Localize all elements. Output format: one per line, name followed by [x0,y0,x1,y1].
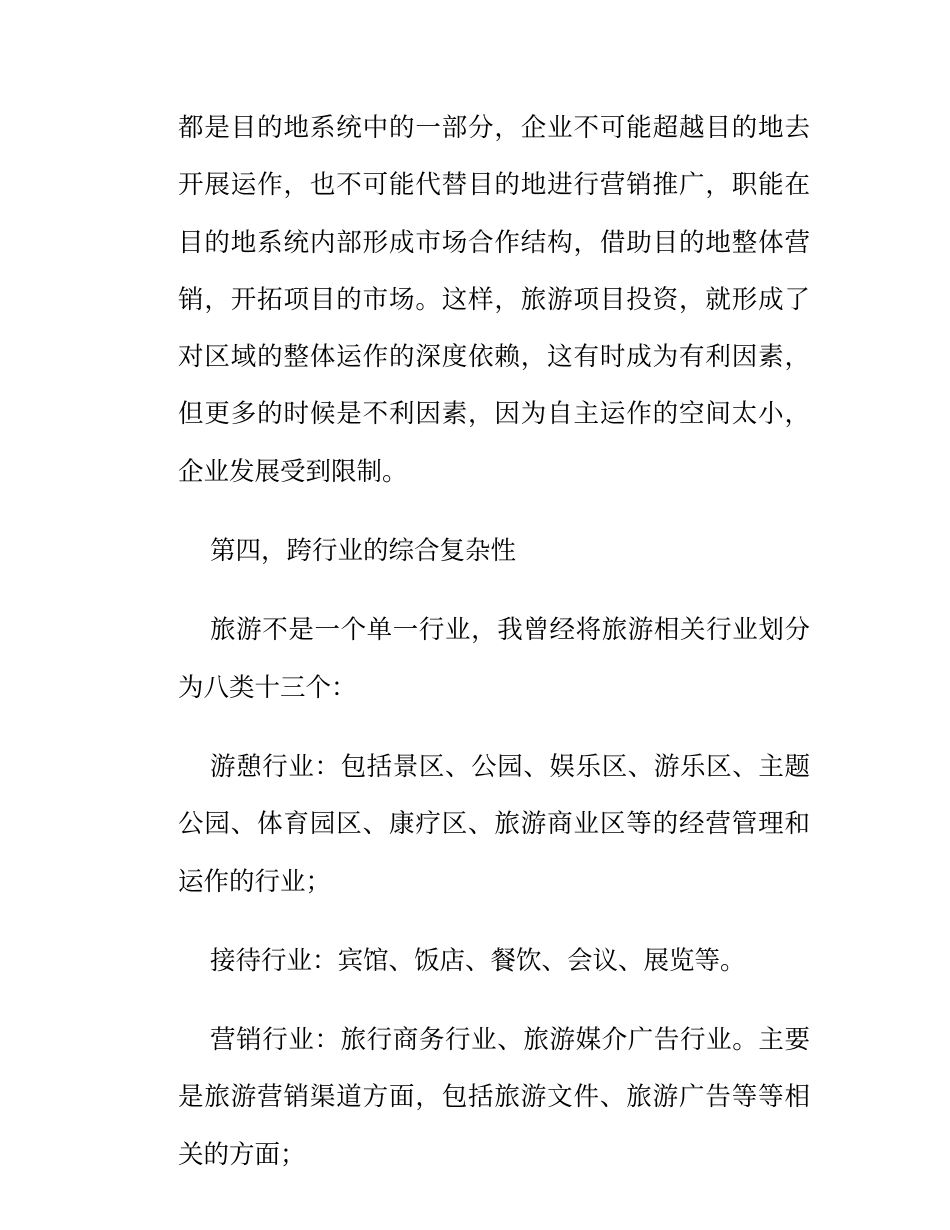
paragraph-recreation-industry: 游憩行业：包括景区、公园、娱乐区、游乐区、主题公园、体育园区、康疗区、旅游商业区等的经营管理和运作的行业； [178,751,810,897]
paragraph-hospitality-industry: 接待行业：宾馆、饭店、餐饮、会议、展览等。 [210,945,746,976]
document-body [178,100,810,1184]
paragraph-marketing-industry: 营销行业：旅行商务行业、旅游媒介广告行业。主要是旅游营销渠道方面，包括旅游文件、旅游广告等等相关的方面； [178,1025,810,1170]
paragraph-heading-cross-industry: 第四，跨行业的综合复杂性 [210,536,517,567]
paragraph-destination-dependency: 都是目的地系统中的一部分，企业不可能超越目的地去开展运作，也不可能代替目的地进行营销推广，职能在目的地系统内部形成市场合作结构，借助目的地整体营销，开拓项目的市场。这样，旅游项目投资，就形成了对区域的整体运作的深度依赖，这有时成为有利因素，但更多的时候是不利因素，因为自主运作的空间太小，企业发展受到限制。 [178,113,810,487]
paragraph-industry-classification: 旅游不是一个单一行业，我曾经将旅游相关行业划分为八类十三个： [178,615,810,703]
